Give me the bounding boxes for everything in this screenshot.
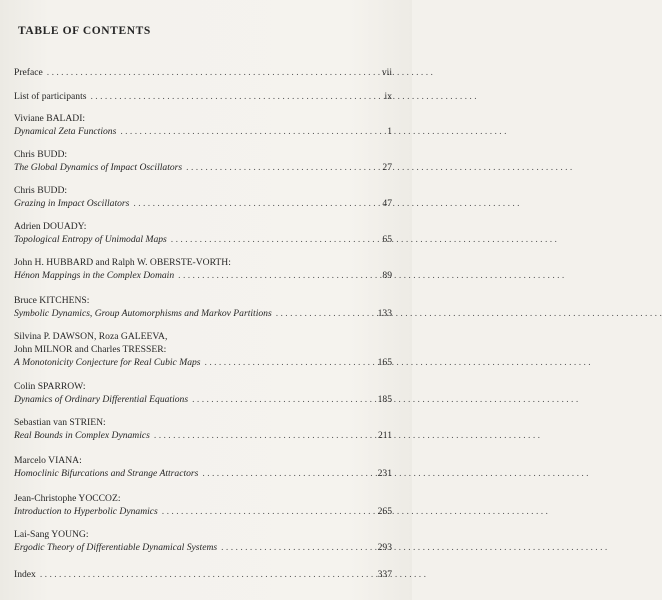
dot-leader xyxy=(40,568,374,581)
toc-entry-page-number: 65 xyxy=(382,234,392,245)
toc-entry-author: Jean-Christophe YOCCOZ: xyxy=(14,493,121,504)
toc-entry-title: Homoclinic Bifurcations and Strange Attractors xyxy=(14,468,199,479)
toc-entry-title: A Monotonicity Conjecture for Real Cubic Maps xyxy=(14,357,201,368)
toc-entry-author: Adrien DOUADY: xyxy=(14,221,87,232)
toc-entry-title: Preface xyxy=(14,67,43,78)
toc-entry xyxy=(14,454,392,480)
toc-entry-page-number: 231 xyxy=(377,468,392,479)
toc-entry-page-number: 165 xyxy=(377,357,392,368)
toc-entry-page-number: 211 xyxy=(377,430,392,441)
dot-leader xyxy=(202,467,373,480)
toc-entry-row xyxy=(14,161,392,174)
dot-leader xyxy=(178,269,378,282)
dot-leader xyxy=(276,307,374,320)
toc-entry xyxy=(14,112,392,138)
toc-entry xyxy=(14,184,392,210)
toc-entry-author: Lai-Sang YOUNG: xyxy=(14,529,89,540)
toc-entry-page-number: 27 xyxy=(382,162,392,173)
toc-entry xyxy=(14,416,392,442)
dot-leader xyxy=(171,233,379,246)
toc-entry-page-number: 293 xyxy=(377,542,392,553)
toc-entry xyxy=(14,90,392,103)
toc-entry xyxy=(14,528,392,554)
toc-entry-page-number: vii xyxy=(381,67,392,78)
toc-entry-author: Marcelo VIANA: xyxy=(14,455,82,466)
toc-entry-row xyxy=(14,90,392,103)
toc-entry-title: Ergodic Theory of Differentiable Dynamical Systems xyxy=(14,542,218,553)
toc-entry-title: Real Bounds in Complex Dynamics xyxy=(14,430,150,441)
dot-leader xyxy=(192,393,374,406)
dot-leader xyxy=(205,356,374,369)
toc-entry xyxy=(14,148,392,174)
toc-entry-title: Symbolic Dynamics, Group Automorphisms and Markov Partitions xyxy=(14,308,272,319)
toc-entry xyxy=(14,380,392,406)
toc-entry-page-number: 89 xyxy=(382,270,392,281)
toc-entry-title: Index xyxy=(14,569,36,580)
toc-entry-page-number: 47 xyxy=(382,198,392,209)
toc-entry-row xyxy=(14,125,392,138)
toc-entry-row xyxy=(14,541,392,554)
dot-leader xyxy=(120,125,383,138)
dot-leader xyxy=(154,429,374,442)
toc-entry xyxy=(14,568,392,581)
toc-entry-page-number: 337 xyxy=(377,569,392,580)
toc-entry-title: List of participants xyxy=(14,91,87,102)
dot-leader xyxy=(162,505,374,518)
toc-entry-row xyxy=(14,393,392,406)
toc-entry-author: Sebastian van STRIEN: xyxy=(14,417,106,428)
toc-entry-row xyxy=(14,429,392,442)
toc-entry-row xyxy=(14,568,392,581)
toc-entry-author: Viviane BALADI: xyxy=(14,113,86,124)
toc-entry-author: Chris BUDD: xyxy=(14,149,68,160)
toc-entry-row xyxy=(14,269,392,282)
dot-leader xyxy=(221,541,373,554)
dot-leader xyxy=(90,90,380,103)
toc-entry-row xyxy=(14,66,392,79)
toc-entry-page-number: 185 xyxy=(377,394,392,405)
dot-leader xyxy=(133,197,378,210)
dot-leader xyxy=(186,161,378,174)
toc-entry-title: Introduction to Hyperbolic Dynamics xyxy=(14,506,158,517)
toc-entry-row xyxy=(14,505,392,518)
dot-leader xyxy=(47,66,378,79)
toc-entry-row xyxy=(14,356,392,369)
toc-entry xyxy=(14,294,392,320)
toc-entry-author: Bruce KITCHENS: xyxy=(14,295,90,306)
toc-entry-page-number: 133 xyxy=(377,308,392,319)
toc-entry-author: Chris BUDD: xyxy=(14,185,68,196)
toc-entry-title: Topological Entropy of Unimodal Maps xyxy=(14,234,167,245)
toc-entry-row xyxy=(14,197,392,210)
toc-entry-title: Hénon Mappings in the Complex Domain xyxy=(14,270,175,281)
toc-entry-page-number: 265 xyxy=(377,506,392,517)
page-heading: TABLE OF CONTENTS xyxy=(18,25,151,37)
toc-entry-page-number: 1 xyxy=(387,126,392,137)
toc-entry xyxy=(14,220,392,246)
toc-entry-author: Silvina P. DAWSON, Roza GALEEVA, xyxy=(14,331,168,342)
toc-entry-row xyxy=(14,467,392,480)
toc-entry-author: John H. HUBBARD and Ralph W. OBERSTE-VORTH: xyxy=(14,257,231,268)
toc-entry-author: John MILNOR and Charles TRESSER: xyxy=(14,344,167,355)
toc-entry-title: Grazing in Impact Oscillators xyxy=(14,198,130,209)
toc-entry-author: Colin SPARROW: xyxy=(14,381,86,392)
toc-entry-title: Dynamical Zeta Functions xyxy=(14,126,117,137)
table-of-contents xyxy=(14,0,392,600)
toc-entry-row xyxy=(14,233,392,246)
toc-entry xyxy=(14,492,392,518)
toc-entry xyxy=(14,66,392,79)
toc-entry-page-number: ix xyxy=(384,91,392,102)
toc-entry-row xyxy=(14,307,392,320)
toc-entry xyxy=(14,256,392,282)
toc-entry-title: Dynamics of Ordinary Differential Equations xyxy=(14,394,189,405)
toc-entry xyxy=(14,330,392,369)
toc-entry-title: The Global Dynamics of Impact Oscillators xyxy=(14,162,183,173)
